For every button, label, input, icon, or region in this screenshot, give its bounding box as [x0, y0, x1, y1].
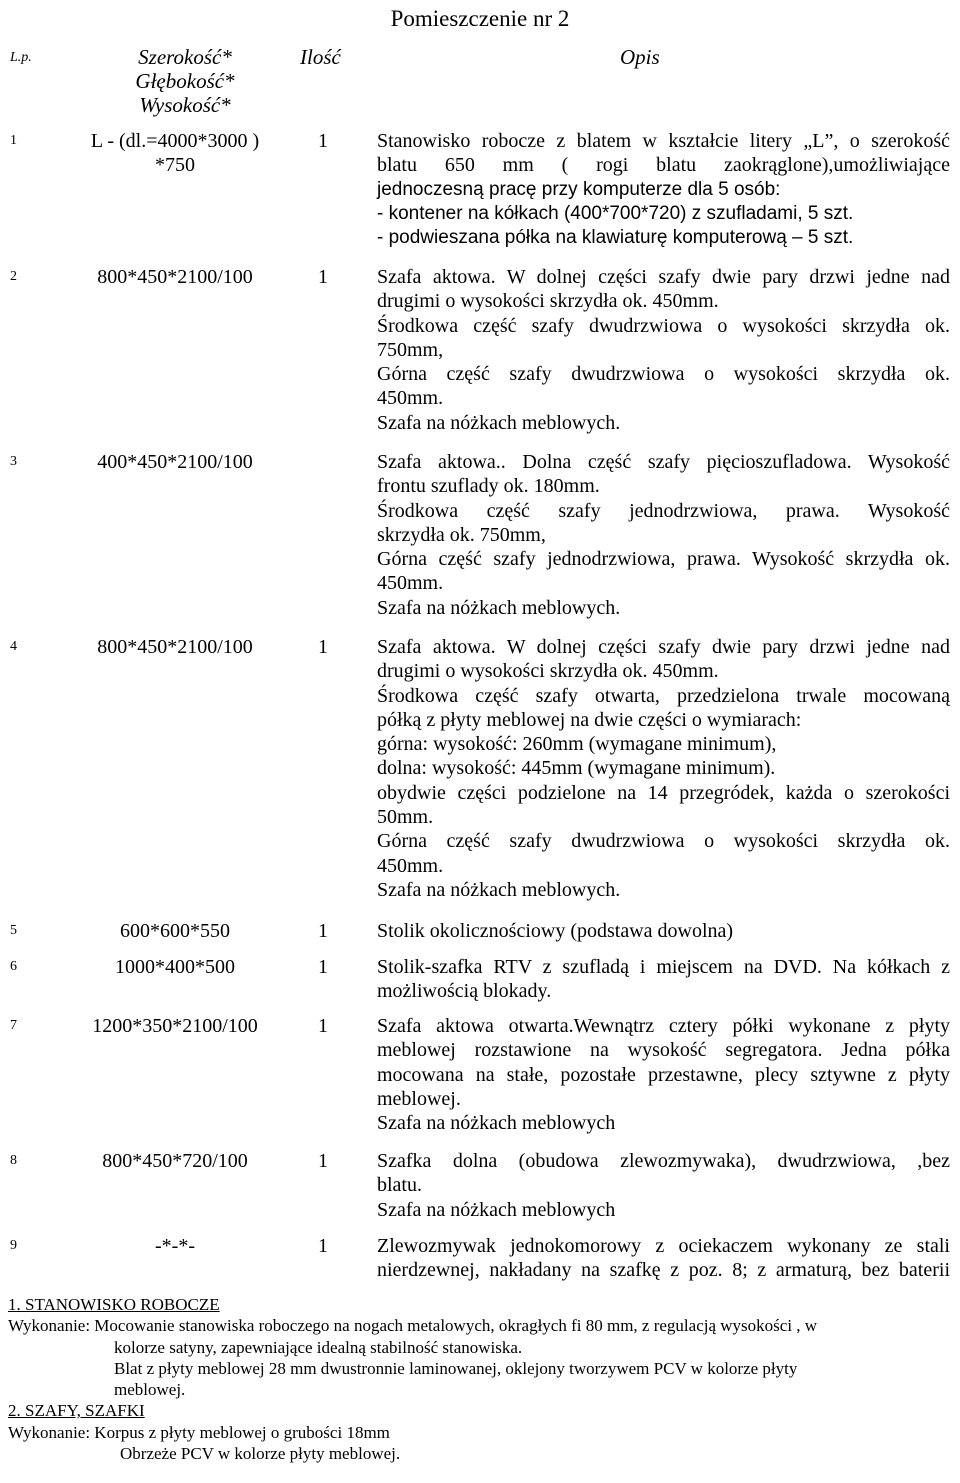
row-quantity: 1 [318, 1235, 328, 1257]
note-line: Obrzeże PCV w kolorze płyty meblowej. [120, 1444, 401, 1464]
header-height: Wysokość* [139, 93, 231, 117]
header-lp: L.p. [10, 50, 32, 65]
description-line: Stolik okolicznościowy (podstawa dowolna) [377, 920, 734, 942]
row-number: 9 [10, 1238, 17, 1253]
note-line: Wykonanie: Korpus z płyty meblowej o grubości 18mm [8, 1422, 390, 1442]
description-line: frontu szuflady ok. 180mm. [377, 475, 600, 498]
description-line: górna: wysokość: 260mm (wymagane minimum), [377, 733, 777, 756]
description-line: dolna: wysokość: 445mm (wymagane minimum). [377, 757, 776, 780]
row-dimensions [60, 1234, 290, 1258]
description-line: drugimi o wysokości skrzydła ok. 450mm. [377, 660, 719, 683]
row-dimensions [60, 919, 290, 943]
dimension-line: 1000*400*500 [115, 956, 235, 978]
dimension-line: 800*450*2100/100 [97, 636, 253, 658]
note-line: meblowej. [114, 1380, 186, 1400]
description-line: Górna część szafy dwudrzwiowa o wysokości skrzydła ok. [377, 830, 950, 853]
row-dimensions [60, 1014, 290, 1038]
row-dimensions [60, 265, 290, 289]
section-title-cabinets: 2. SZAFY, SZAFKI [8, 1401, 145, 1421]
header-depth: Głębokość* [135, 69, 235, 93]
row-dimensions [60, 635, 290, 659]
row-number: 5 [10, 923, 17, 938]
description-line: Szafa na nóżkach meblowych. [377, 596, 621, 619]
description-line: Górna część szafy jednodrzwiowa, prawa. Wysokość skrzydła ok. [377, 548, 950, 571]
row-quantity: 1 [318, 956, 328, 978]
description-line: jednoczesną pracę przy komputerze dla 5 osób: [377, 178, 781, 200]
description-line: drugimi o wysokości skrzydła ok. 450mm. [377, 290, 719, 313]
row-description [377, 955, 950, 1004]
note-line: Blat z płyty meblowej 28 mm dwustronnie laminowanej, oklejony tworzywem PCV w kolorze płyty [114, 1358, 798, 1378]
description-line: nierdzewnej, nakładany na szafkę z poz. 8; z armaturą, bez baterii [377, 1259, 950, 1282]
description-line: Szafa na nóżkach meblowych. [377, 411, 621, 434]
row-number: 2 [10, 269, 17, 284]
row-quantity: 1 [318, 920, 328, 942]
header-description: Opis [620, 45, 660, 69]
description-line: 450mm. [377, 572, 444, 595]
description-line: możliwością blokady. [377, 980, 552, 1003]
row-quantity: 1 [318, 130, 328, 152]
dimension-line: 600*600*550 [120, 920, 230, 942]
row-description [377, 129, 950, 250]
row-number: 8 [10, 1153, 17, 1168]
note-line: kolorze satyny, zapewniające idealną stabilność stanowiska. [114, 1337, 523, 1357]
description-line: 450mm. [377, 387, 444, 410]
row-number: 4 [10, 639, 17, 654]
row-description [377, 919, 950, 943]
description-line: Szafa aktowa.. Dolna część szafy pięcioszufladowa. Wysokość [377, 451, 950, 473]
description-line: Szafa aktowa. W dolnej części szafy dwie pary drzwi jedne nad [377, 636, 950, 658]
description-line: Środkowa część szafy jednodrzwiowa, prawa. Wysokość [377, 499, 950, 522]
description-line: - kontener na kółkach (400*700*720) z szufladami, 5 szt. [377, 202, 854, 224]
row-description [377, 1149, 950, 1222]
row-dimensions [60, 450, 290, 474]
row-description [377, 450, 950, 620]
description-line: Środkowa część szafy otwarta, przedzielona trwale mocowaną [377, 684, 950, 707]
description-line: Zlewozmywak jednokomorowy z ociekaczem wykonany ze stali [377, 1235, 950, 1257]
dimension-line: 1200*350*2100/100 [92, 1015, 258, 1037]
description-line: - podwieszana półka na klawiaturę komputerową – 5 szt. [377, 227, 854, 249]
row-dimensions [60, 129, 290, 178]
row-description [377, 1014, 950, 1135]
description-line: Stolik-szafka RTV z szufladą i miejscem na DVD. Na kółkach z [377, 956, 950, 978]
section-title-workstation: 1. STANOWISKO ROBOCZE [8, 1295, 220, 1314]
header-dimensions [90, 45, 280, 117]
row-number: 1 [10, 133, 17, 148]
description-line: Górna część szafy dwudrzwiowa o wysokości skrzydła ok. [377, 363, 950, 386]
description-line: półką z płyty meblowej na dwie części o wymiarach: [377, 708, 802, 731]
description-line: obydwie części podzielone na 14 przegródek, każda o szerokości [377, 781, 950, 804]
description-line: 750mm, [377, 338, 444, 361]
description-line: Szafa aktowa. W dolnej części szafy dwie pary drzwi jedne nad [377, 266, 950, 288]
description-line: blatu. [377, 1174, 422, 1197]
note-line: Wykonanie: Mocowanie stanowiska roboczego na nogach metalowych, okragłych fi 80 mm, z regulacją wysokości , w [8, 1316, 818, 1336]
description-line: Szafa na nóżkach meblowych [377, 1198, 616, 1221]
description-line: 450mm. [377, 854, 444, 877]
row-quantity: 1 [318, 1015, 328, 1037]
description-line: Szafa aktowa otwarta.Wewnątrz cztery półki wykonane z płyty [377, 1015, 950, 1037]
row-description [377, 265, 950, 435]
description-line: Szafa na nóżkach meblowych. [377, 878, 621, 901]
description-line: blatu 650 mm ( rogi blatu zaokrąglone),umożliwiające [377, 154, 950, 177]
description-line: Stanowisko robocze z blatem w kształcie litery „L”, o szerokość [377, 130, 950, 152]
description-line: Szafka dolna (obudowa zlewozmywaka), dwudrzwiowa, ,bez [377, 1150, 950, 1172]
description-line: Środkowa część szafy dwudrzwiowa o wysokości skrzydła ok. [377, 314, 950, 337]
header-width: Szerokość* [138, 45, 232, 69]
description-line: Szafa na nóżkach meblowych [377, 1112, 616, 1135]
dimension-line: 800*450*720/100 [102, 1150, 248, 1172]
row-description [377, 1234, 950, 1283]
row-description [377, 635, 950, 902]
row-number: 3 [10, 454, 17, 469]
description-line: meblowej. [377, 1087, 461, 1110]
dimension-line: L - (dl.=4000*3000 ) [90, 130, 260, 152]
row-quantity: 1 [318, 636, 328, 658]
row-number: 7 [10, 1018, 17, 1033]
implementation-notes [8, 1294, 952, 1464]
row-dimensions [60, 1149, 290, 1173]
row-quantity: 1 [318, 1150, 328, 1172]
row-number: 6 [10, 959, 17, 974]
dimension-line: -*-*- [155, 1235, 195, 1257]
dimension-line: 800*450*2100/100 [97, 266, 253, 288]
row-quantity: 1 [318, 266, 328, 288]
dimension-line: *750 [155, 154, 195, 177]
description-line: meblowej rozstawione na wysokość segregatora. Jedna półka [377, 1039, 950, 1062]
description-line: skrzydła ok. 750mm, [377, 523, 546, 546]
description-line: 50mm. [377, 806, 434, 829]
dimension-line: 400*450*2100/100 [97, 451, 253, 473]
page-title: Pomieszczenie nr 2 [390, 6, 570, 31]
description-line: mocowana na stałe, pozostałe przestawne, plecy sztywne z płyty [377, 1063, 950, 1086]
header-quantity: Ilość [300, 45, 341, 69]
row-dimensions [60, 955, 290, 979]
